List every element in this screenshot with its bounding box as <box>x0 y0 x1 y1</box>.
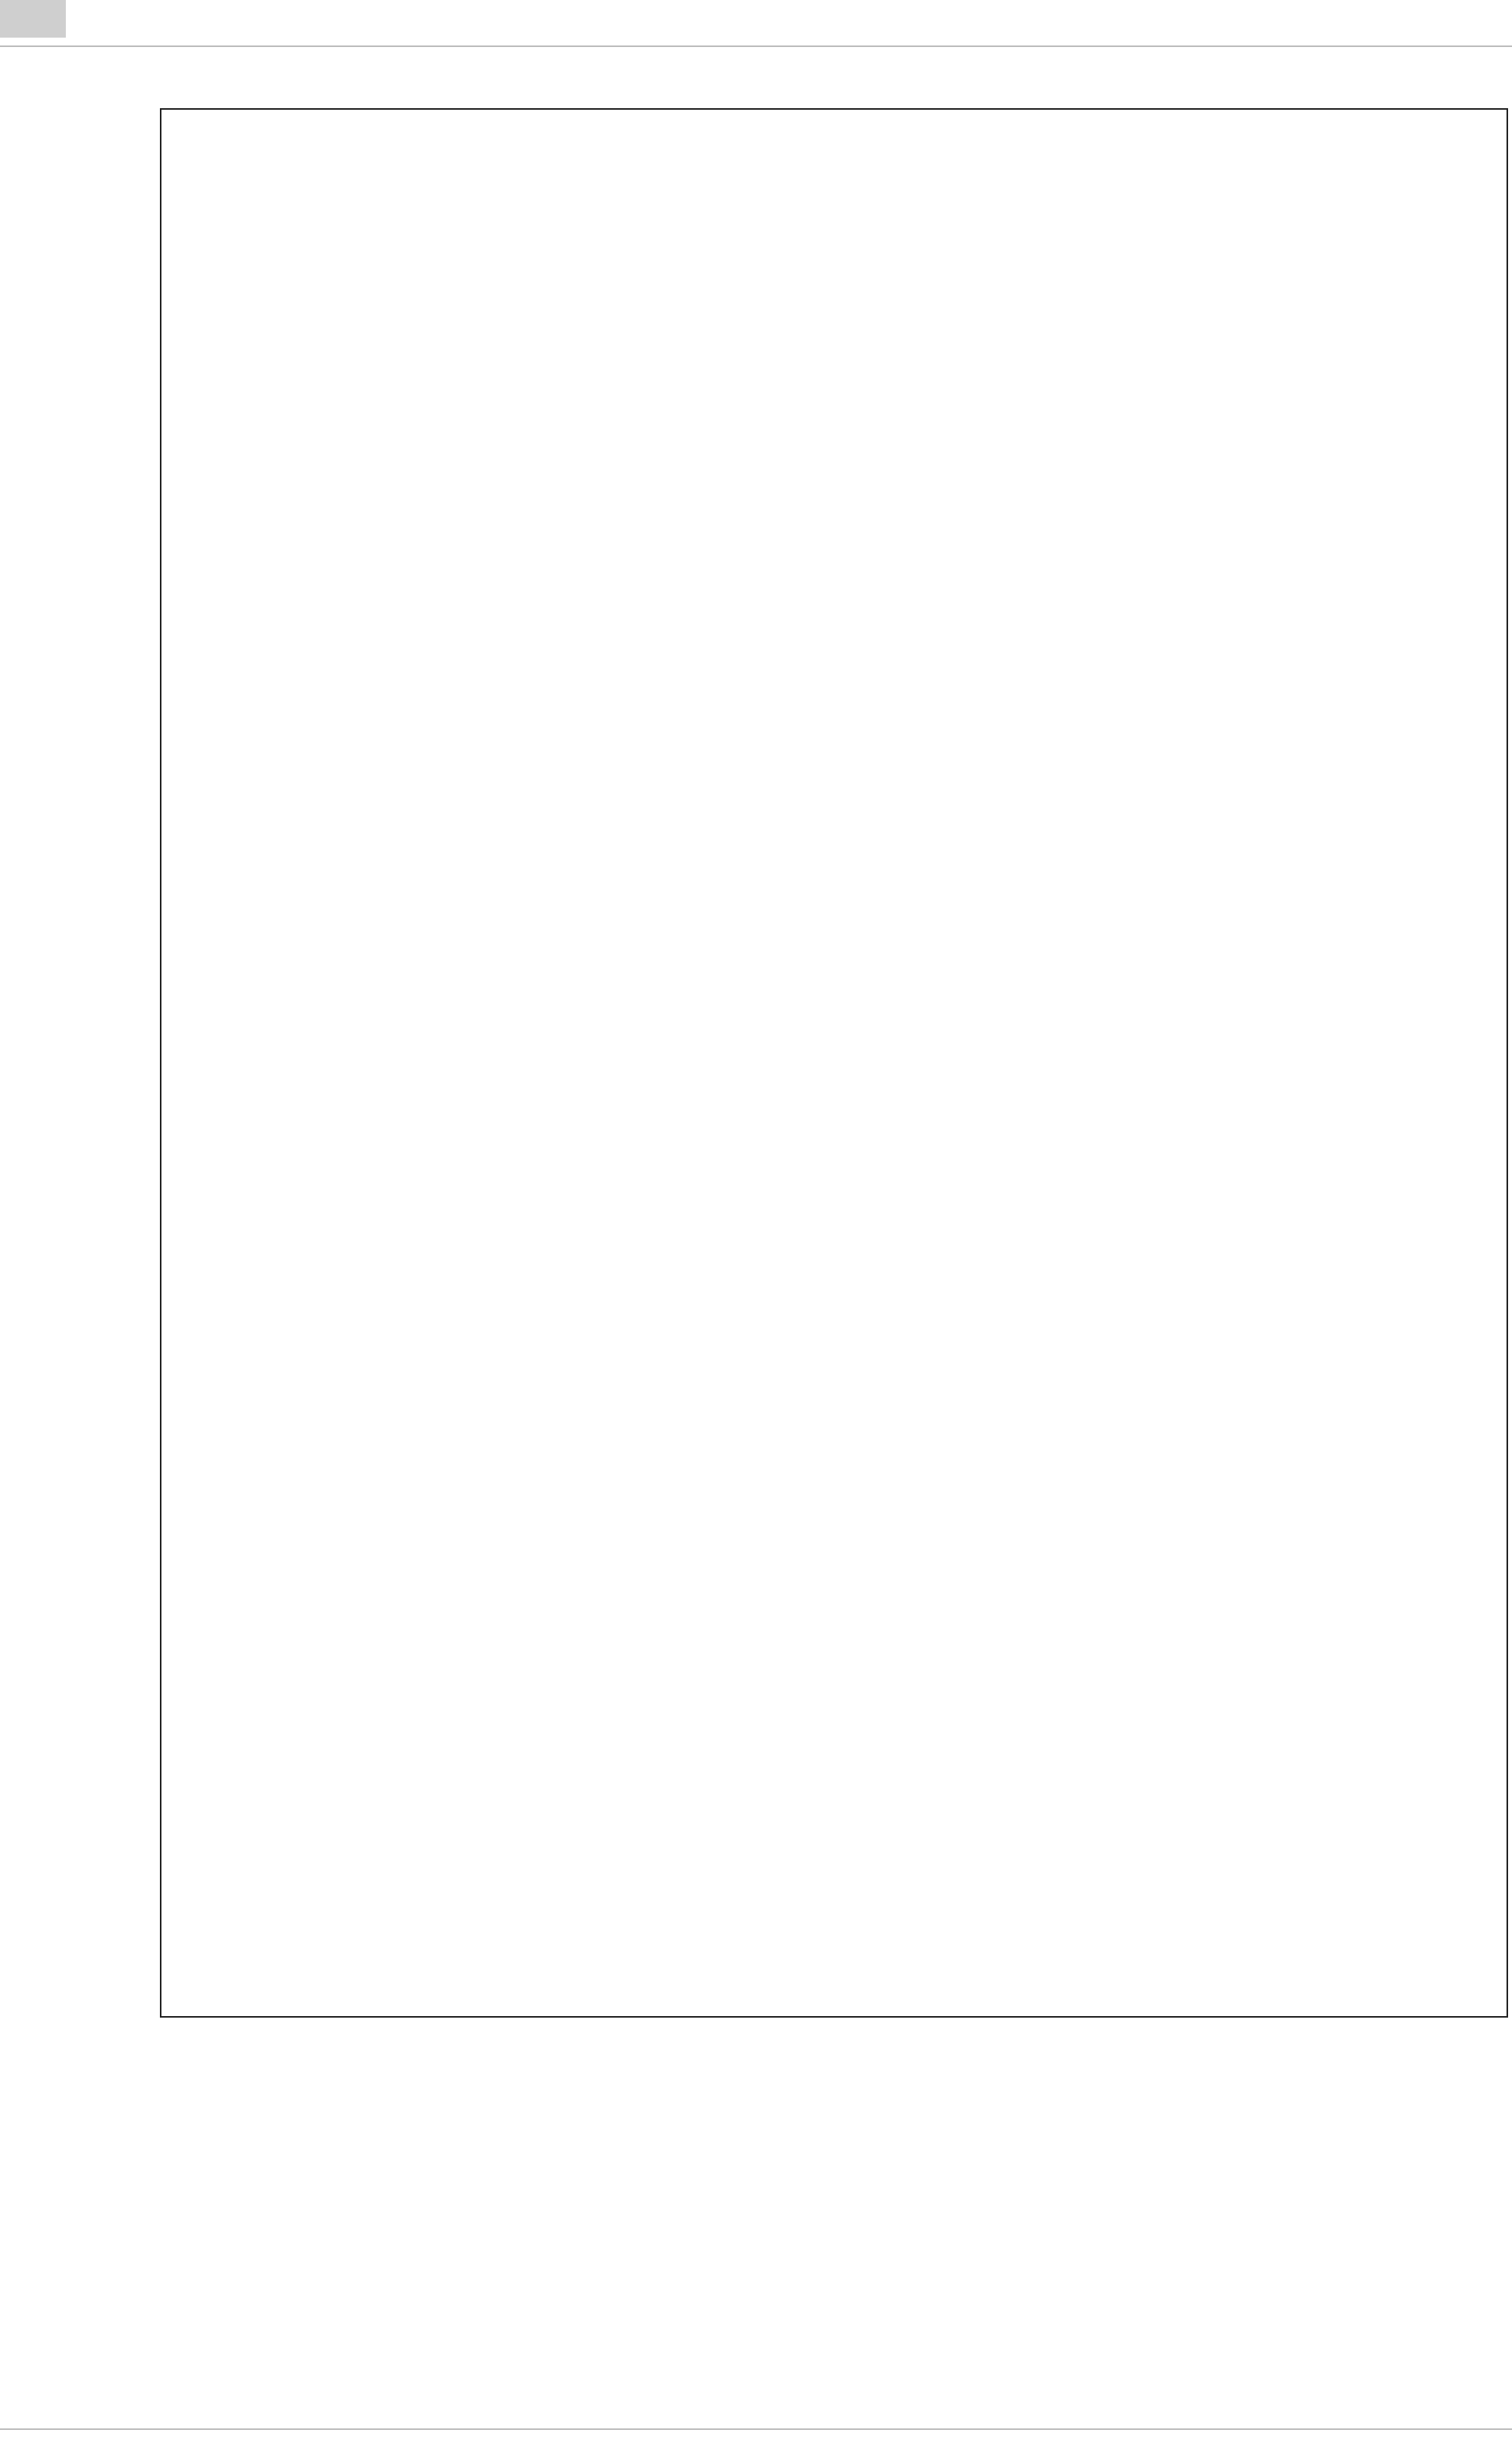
configuration-row-1 <box>160 243 1512 682</box>
footer-divider <box>0 2428 1512 2430</box>
configuration-row-4 <box>160 1550 1512 1989</box>
configuration-row-3 <box>160 1115 1512 1554</box>
header-divider <box>0 45 1512 47</box>
header-page-tab <box>0 0 66 38</box>
configuration-row-2 <box>160 679 1512 1118</box>
